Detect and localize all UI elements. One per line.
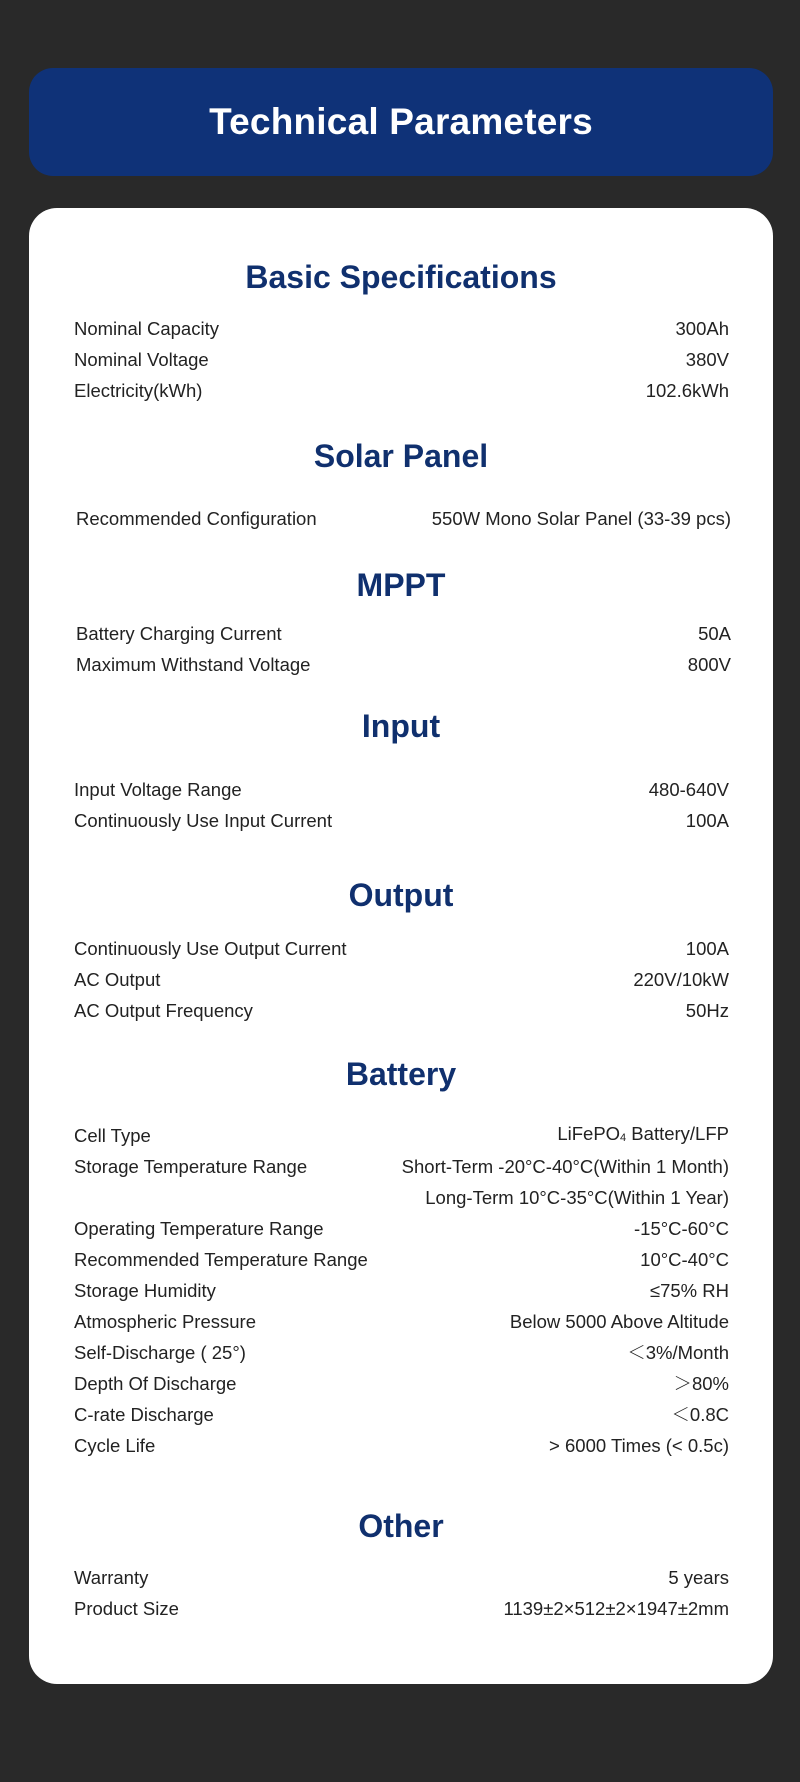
spec-row (76, 504, 731, 534)
spec-label: C-rate Discharge (74, 1404, 214, 1425)
spec-row (74, 775, 729, 805)
spec-row (74, 1214, 729, 1244)
spec-row (74, 965, 729, 995)
spec-label: Continuously Use Output Current (74, 938, 347, 959)
spec-row (74, 345, 729, 375)
spec-label: Nominal Voltage (74, 349, 209, 370)
spec-row (74, 934, 729, 964)
spec-value: ＜3%/Month (627, 1342, 729, 1363)
spec-row (76, 650, 731, 680)
spec-row (74, 1121, 729, 1151)
cell-type-prefix: LiFePO (557, 1123, 621, 1144)
spec-label: Recommended Configuration (76, 508, 317, 529)
spec-label: AC Output (74, 969, 161, 990)
section-title-battery: Battery (345, 1056, 457, 1092)
spec-value: 50A (698, 623, 731, 644)
spec-row (74, 1338, 729, 1368)
spec-row (74, 376, 729, 406)
spec-label: Product Size (74, 1598, 179, 1619)
spec-label: Storage Temperature Range (74, 1156, 308, 1177)
spec-label: Input Voltage Range (74, 779, 242, 800)
section-title-solar: Solar Panel (313, 438, 489, 474)
spec-row (74, 1594, 729, 1624)
spec-value: ＞80% (673, 1373, 729, 1394)
spec-value: 480-640V (648, 779, 729, 800)
spec-label: Recommended Temperature Range (74, 1249, 368, 1270)
spec-row (74, 1245, 729, 1275)
spec-label: Warranty (74, 1567, 149, 1588)
cell-type-subscript: 4 (620, 1132, 627, 1144)
spec-value: > 6000 Times (< 0.5c) (549, 1435, 729, 1456)
spec-card (29, 208, 773, 1684)
spec-value: 102.6kWh (645, 380, 729, 401)
spec-row (74, 1276, 729, 1306)
spec-label: AC Output Frequency (74, 1000, 253, 1021)
spec-value: Long-Term 10°C-35°C(Within 1 Year) (425, 1187, 729, 1208)
spec-label: Depth Of Discharge (74, 1373, 237, 1394)
header-banner (29, 68, 773, 176)
section-title-basic: Basic Specifications (245, 259, 557, 295)
spec-row (74, 314, 729, 344)
spec-label: Cycle Life (74, 1435, 156, 1456)
spec-value: -15°C-60°C (634, 1218, 729, 1239)
spec-value: 50Hz (685, 1000, 729, 1021)
spec-label: Maximum Withstand Voltage (76, 654, 311, 675)
spec-label: Storage Humidity (74, 1280, 216, 1301)
page-title: Technical Parameters (209, 101, 593, 142)
spec-value (557, 1119, 729, 1153)
spec-row (74, 806, 729, 836)
spec-row (74, 1400, 729, 1430)
spec-row (74, 996, 729, 1026)
section-title-output: Output (348, 877, 454, 913)
spec-label: Atmospheric Pressure (74, 1311, 256, 1332)
cell-type-suffix: Battery/LFP (626, 1123, 729, 1144)
section-title-input: Input (361, 708, 441, 744)
spec-label: Battery Charging Current (76, 623, 282, 644)
section-title-other: Other (358, 1508, 444, 1544)
spec-row (74, 1152, 729, 1182)
spec-label: Operating Temperature Range (74, 1218, 324, 1239)
section-title-mppt: MPPT (356, 567, 446, 603)
spec-value: Short-Term -20°C-40°C(Within 1 Month) (401, 1156, 729, 1177)
spec-row (74, 1563, 729, 1593)
spec-value: 220V/10kW (633, 969, 729, 990)
spec-label: Self-Discharge ( 25°) (74, 1342, 246, 1363)
spec-row (74, 1183, 729, 1213)
spec-label: Nominal Capacity (74, 318, 219, 339)
spec-value: 550W Mono Solar Panel (33-39 pcs) (431, 508, 731, 529)
spec-value: 300Ah (675, 318, 729, 339)
spec-value: 10°C-40°C (640, 1249, 729, 1270)
spec-label: Cell Type (74, 1125, 151, 1146)
spec-label: Continuously Use Input Current (74, 810, 333, 831)
spec-label: Electricity(kWh) (74, 380, 203, 401)
spec-row (74, 1307, 729, 1337)
spec-row (74, 1431, 729, 1461)
spec-value: 800V (687, 654, 731, 675)
spec-value: 100A (685, 938, 729, 959)
spec-row (76, 619, 731, 649)
spec-row (74, 1369, 729, 1399)
spec-value: Below 5000 Above Altitude (509, 1311, 729, 1332)
spec-value: 380V (685, 349, 729, 370)
spec-value: ≤75% RH (649, 1280, 729, 1301)
spec-value: ＜0.8C (671, 1404, 729, 1425)
spec-value: 5 years (668, 1567, 729, 1588)
spec-value: 100A (685, 810, 729, 831)
spec-value: 1139±2×512±2×1947±2mm (503, 1598, 729, 1619)
